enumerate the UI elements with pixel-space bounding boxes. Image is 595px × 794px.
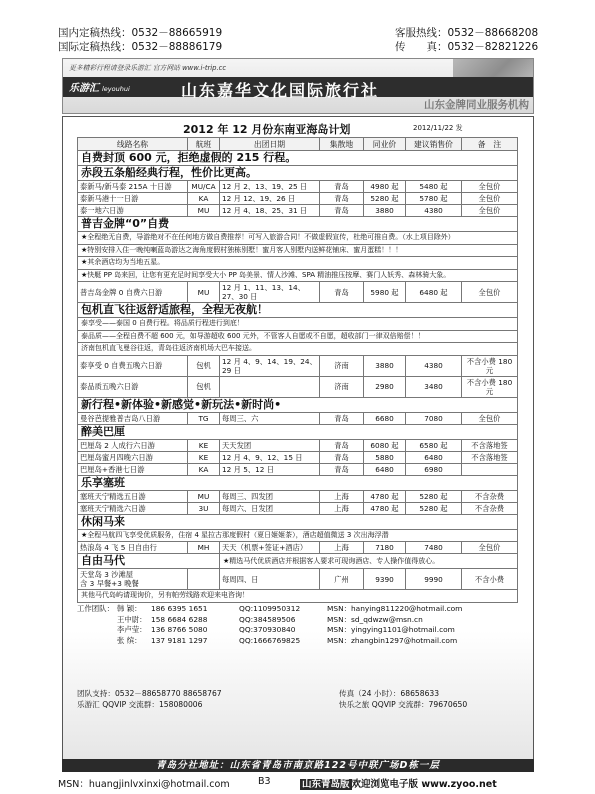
column-header: 建议销售价 <box>406 138 462 151</box>
section-note-row <box>78 343 518 356</box>
remark: 全包价 <box>462 412 518 424</box>
departure-dates: 天天发团 <box>220 439 320 451</box>
departure-dates: 每周三、六 <box>220 412 320 424</box>
route-name: 塞班天宁精选五日游 <box>78 490 188 502</box>
itinerary-table <box>77 137 518 603</box>
section-title-row <box>78 303 518 318</box>
remark: 全包价 <box>462 542 518 554</box>
remark: 全包价 <box>462 205 518 217</box>
group-support: 团队支持：0532－88658770 88658767 <box>77 689 222 698</box>
section-title: 自由马代 <box>78 554 220 569</box>
column-header: 线路名称 <box>78 138 188 151</box>
remark: 不含落地签 <box>462 439 518 451</box>
member-qq: QQ:1109950312 <box>239 604 301 613</box>
agency-subtitle: 山东金牌同业服务机构 <box>424 99 529 111</box>
suggested-price: 6480 <box>406 451 462 463</box>
suggested-price: 6580 起 <box>406 439 462 451</box>
member-name: 张 缤： <box>117 635 142 645</box>
member-qq: QQ:384589506 <box>239 614 296 624</box>
route-name: 泰新马/新马泰 215A 十日游 <box>78 181 188 193</box>
footer-brand <box>300 776 497 790</box>
section-note-row <box>78 244 518 257</box>
remark: 不含落地签 <box>462 451 518 463</box>
suggested-price: 4380 <box>406 355 462 376</box>
departure-dates: 12 月 4、9、14、19、24、29 日 <box>220 355 320 376</box>
section-title: 新行程•新体验•新感觉•新玩法•新时尚• <box>78 397 518 412</box>
team-member-row <box>77 636 517 647</box>
remark: 全包价 <box>462 193 518 205</box>
section-title: 自费封顶 600 元，拒绝虚假的 215 行程。 <box>78 151 518 166</box>
footer-msn: MSN：huangjinlvxinxi@hotmail.com <box>58 779 230 790</box>
section-title: 包机直飞往返舒适旅程，全程无夜航！ <box>78 303 518 318</box>
section-title-row <box>78 514 518 529</box>
hub-city: 上海 <box>320 490 364 502</box>
column-header: 集散地 <box>320 138 364 151</box>
table-row <box>78 439 518 451</box>
section-title: 普吉金牌“0”自费 <box>78 217 518 232</box>
trade-price: 5880 <box>364 451 406 463</box>
trade-price: 6480 <box>364 463 406 475</box>
trade-price: 9390 <box>364 569 406 590</box>
trade-price: 4980 起 <box>364 181 406 193</box>
route-name: 泰享受 0 自费五晚六日游 <box>78 355 188 376</box>
hub-city: 青岛 <box>320 463 364 475</box>
suggested-price: 7080 <box>406 412 462 424</box>
plan-date: 2012/11/22 发 <box>413 124 463 132</box>
route-name: 热浪岛 4 飞 5 日自由行 <box>78 542 188 554</box>
section-note-row <box>78 232 518 245</box>
agency-title: 山东嘉华文化国际旅行社 <box>181 81 380 100</box>
trade-price: 5280 起 <box>364 193 406 205</box>
footer-brand-rest: 欢迎浏览电子版 www.zyoo.net <box>351 779 497 790</box>
fax-24h: 传真（24 小时）：68658633 <box>339 689 440 698</box>
section-note: 泰品质——全程自费不超 600 元，如导游超收 600 元外，不管客人自愿或不自愿，超收部门一律双倍赔偿！！ <box>78 330 518 343</box>
table-row <box>78 376 518 397</box>
remark: 全包价 <box>462 181 518 193</box>
route-name: 天堂岛 3 沙滩屋 含 3 早餐+3 晚餐 <box>78 569 188 590</box>
section-title-row <box>78 424 518 439</box>
flight: 包机 <box>188 355 220 376</box>
qq-group-2: 快乐之旅 QQVIP 交流群：79670650 <box>339 699 468 709</box>
suggested-price: 9990 <box>406 569 462 590</box>
table-row <box>78 542 518 554</box>
banner-url-line: 更多精彩行程请登录乐游汇 官方网站 www.i-trip.cc <box>69 64 227 72</box>
route-name: 泰一地六日游 <box>78 205 188 217</box>
member-phone: 137 9181 1297 <box>151 635 208 645</box>
suggested-price: 6480 起 <box>406 282 462 303</box>
member-name: 韩 颖： <box>117 604 142 613</box>
branch-address: 青岛分社地址：山东省青岛市南京路122号中联广场D栋一层 <box>62 759 534 772</box>
section-note: ★特别安排入住一晚纯喇蓝岛游达之海角度假村独栋别墅！蜜月客人别墅内送鲜花铺床、蜜月蛋糕！！！ <box>78 244 518 257</box>
table-header-row <box>78 138 518 151</box>
trade-price: 5980 起 <box>364 282 406 303</box>
flight: 包机 <box>188 376 220 397</box>
member-name: 李卢莹： <box>117 625 147 634</box>
flight: MU <box>188 205 220 217</box>
route-name: 泰品质五晚六日游 <box>78 376 188 397</box>
suggested-price: 5780 起 <box>406 193 462 205</box>
section-footer-note: 其他马代岛屿请现询价，另有帕劳线路欢迎来电咨询！ <box>78 590 518 603</box>
table-row <box>78 355 518 376</box>
departure-dates: 12 月 4、9、12、15 日 <box>220 451 320 463</box>
trade-price: 4780 起 <box>364 502 406 514</box>
logo-text: 乐游汇 <box>69 83 99 94</box>
departure-dates: 天天（机票+签证+酒店） <box>220 542 320 554</box>
hub-city: 青岛 <box>320 439 364 451</box>
column-header: 航班 <box>188 138 220 151</box>
team-label <box>77 625 117 636</box>
flight: KE <box>188 439 220 451</box>
hub-city: 济南 <box>320 376 364 397</box>
member-msn: MSN：hanying811220@hotmail.com <box>327 604 463 613</box>
departure-dates <box>220 376 320 397</box>
section-note-row <box>78 330 518 343</box>
intl-hotline: 国际定稿热线：0532－88886179 <box>58 41 223 53</box>
suggested-price: 3480 <box>406 376 462 397</box>
team-member-row <box>77 625 517 636</box>
table-row <box>78 502 518 514</box>
departure-dates: 12 月 2、13、19、25 日 <box>220 181 320 193</box>
leyouhui-logo <box>69 79 130 94</box>
section-note: ★全程马航四飞享受优质服务，住宿 4 星拉古那度假村（夏日姬姬茶），酒店超值微送 3 次出海浮潜 <box>78 529 518 542</box>
itinerary-table-wrap <box>77 137 517 603</box>
trade-price: 2980 <box>364 376 406 397</box>
section-note: ★全程绝无自费，导游绝对不在任何地方做自费推荐！可写入旅游合同！不做虚假宣传，杜绝可推自费。（水上项目除外） <box>78 232 518 245</box>
hub-city: 青岛 <box>320 205 364 217</box>
suggested-price: 5280 起 <box>406 490 462 502</box>
section-title-row <box>78 554 518 569</box>
departure-dates: 12 月 5、12 日 <box>220 463 320 475</box>
section-note: ★其余酒店均为当地五星。 <box>78 257 518 270</box>
section-title: 乐享塞班 <box>78 475 518 490</box>
route-name: 普吉岛金牌 0 自费六日游 <box>78 282 188 303</box>
member-msn: MSN：sd_qdwzw@msn.cn <box>327 614 423 624</box>
section-title-row <box>78 475 518 490</box>
section-note: 泰享受——泰国 0 自费行程。将品质行程进行到底！ <box>78 318 518 331</box>
team-label: 工作团队： <box>77 604 114 613</box>
route-name: 塞班天宁精选六日游 <box>78 502 188 514</box>
flight: KE <box>188 451 220 463</box>
trade-price: 3880 <box>364 205 406 217</box>
section-subtitle: 赤段五条船经典行程，性价比更高。 <box>78 166 518 181</box>
table-row <box>78 412 518 424</box>
column-header: 出团日期 <box>220 138 320 151</box>
table-row <box>78 205 518 217</box>
logo-en: leyouhui <box>102 85 130 93</box>
member-phone: 136 8766 5080 <box>151 625 208 634</box>
trade-price: 4780 起 <box>364 490 406 502</box>
member-msn: MSN：yingying1101@hotmail.com <box>327 625 455 634</box>
itinerary-frame <box>62 116 534 760</box>
suggested-price: 4380 <box>406 205 462 217</box>
section-title-row <box>78 217 518 232</box>
table-row <box>78 569 518 590</box>
work-team <box>77 604 517 646</box>
footer-brand-block: 山东青岛版 <box>302 779 350 790</box>
member-msn: MSN：zhangbin1297@hotmail.com <box>327 635 458 645</box>
remark: 不含杂费 <box>462 490 518 502</box>
hub-city: 上海 <box>320 542 364 554</box>
member-phone: 186 6395 1651 <box>151 604 208 613</box>
flight: 3U <box>188 502 220 514</box>
section-title-row <box>78 397 518 412</box>
member-qq: QQ:370930840 <box>239 625 296 634</box>
remark: 全包价 <box>462 282 518 303</box>
team-label <box>77 615 117 626</box>
team-member-row <box>77 604 517 615</box>
suggested-price: 5280 起 <box>406 502 462 514</box>
table-row <box>78 282 518 303</box>
table-row <box>78 193 518 205</box>
section-title-row <box>78 166 518 181</box>
section-title: 醉美巴厘 <box>78 424 518 439</box>
flight: KA <box>188 193 220 205</box>
remark: 不含小费 180 元 <box>462 355 518 376</box>
route-name: 巴厘岛+香港七日游 <box>78 463 188 475</box>
section-title-row <box>78 151 518 166</box>
member-phone: 158 6684 6288 <box>151 614 208 624</box>
departure-dates: 每周六、日发团 <box>220 502 320 514</box>
member-qq: QQ:1666769825 <box>239 635 301 645</box>
flight: MU <box>188 282 220 303</box>
route-name: 巴厘岛蜜月四晚六日游 <box>78 451 188 463</box>
page-number: B3 <box>258 776 271 787</box>
hub-city: 广州 <box>320 569 364 590</box>
hub-city: 青岛 <box>320 282 364 303</box>
plan-title: 2012 年 12 月份东南亚海岛计划 <box>183 123 351 136</box>
flight: MU/CA <box>188 181 220 193</box>
suggested-price: 7480 <box>406 542 462 554</box>
section-inline-note: ★精选马代优质酒店并根据客人要求可现询酒店、专人操作值得放心。 <box>220 554 518 569</box>
team-label <box>77 636 117 647</box>
flight <box>188 569 220 590</box>
route-name: 泰新马港十一日游 <box>78 193 188 205</box>
departure-dates: 每周四、日 <box>220 569 320 590</box>
table-row <box>78 451 518 463</box>
column-header: 同业价 <box>364 138 406 151</box>
section-note-row <box>78 269 518 282</box>
hub-city: 青岛 <box>320 181 364 193</box>
remark: 不含杂费 <box>462 502 518 514</box>
qq-group-1: 乐游汇 QQVIP 交流群：158080006 <box>77 699 203 709</box>
remark: 不含小费 <box>462 569 518 590</box>
trade-price: 6680 <box>364 412 406 424</box>
section-footer-row <box>78 590 518 603</box>
fax-line: 传 真：0532－82821226 <box>395 41 539 53</box>
departure-dates: 每周三、四发团 <box>220 490 320 502</box>
trade-price: 3880 <box>364 355 406 376</box>
domestic-hotline: 国内定稿热线：0532－88665919 <box>58 27 223 39</box>
section-note-row <box>78 257 518 270</box>
route-name: 巴厘岛 2 人成行六日游 <box>78 439 188 451</box>
departure-dates: 12 月 1、11、13、14、27、30 日 <box>220 282 320 303</box>
table-row <box>78 490 518 502</box>
section-note-row <box>78 529 518 542</box>
remark: 不含小费 180 元 <box>462 376 518 397</box>
service-hotline: 客服热线：0532－88668208 <box>395 27 539 39</box>
hub-city: 青岛 <box>320 193 364 205</box>
suggested-price: 5480 起 <box>406 181 462 193</box>
suggested-price: 6980 <box>406 463 462 475</box>
departure-dates: 12 月 12、19、26 日 <box>220 193 320 205</box>
column-header: 备 注 <box>462 138 518 151</box>
section-note: 济南包机直飞曼谷往返，青岛往返济南机场大巴车接送。 <box>78 343 518 356</box>
route-name: 曼谷芭提雅普吉岛八日游 <box>78 412 188 424</box>
remark <box>462 463 518 475</box>
member-name: 王中尉： <box>117 614 147 624</box>
flight: KA <box>188 463 220 475</box>
team-member-row <box>77 615 517 626</box>
flight: MU <box>188 490 220 502</box>
table-row <box>78 181 518 193</box>
hub-city: 上海 <box>320 502 364 514</box>
team-support <box>77 689 517 710</box>
trade-price: 7180 <box>364 542 406 554</box>
section-note-row <box>78 318 518 331</box>
section-title: 休闲马来 <box>78 514 518 529</box>
trade-price: 6080 起 <box>364 439 406 451</box>
departure-dates: 12 月 4、18、25、31 日 <box>220 205 320 217</box>
hub-city: 济南 <box>320 355 364 376</box>
flight: MH <box>188 542 220 554</box>
agency-banner <box>62 58 534 114</box>
table-row <box>78 463 518 475</box>
flight: TG <box>188 412 220 424</box>
hub-city: 青岛 <box>320 412 364 424</box>
hub-city: 青岛 <box>320 451 364 463</box>
section-note: ★快艇 PP 岛来回，让您有更充足时间享受大小 PP 岛美景、情人沙滩、SPA 精油推压按摩、赛门人妖秀、森林骑大象。 <box>78 269 518 282</box>
